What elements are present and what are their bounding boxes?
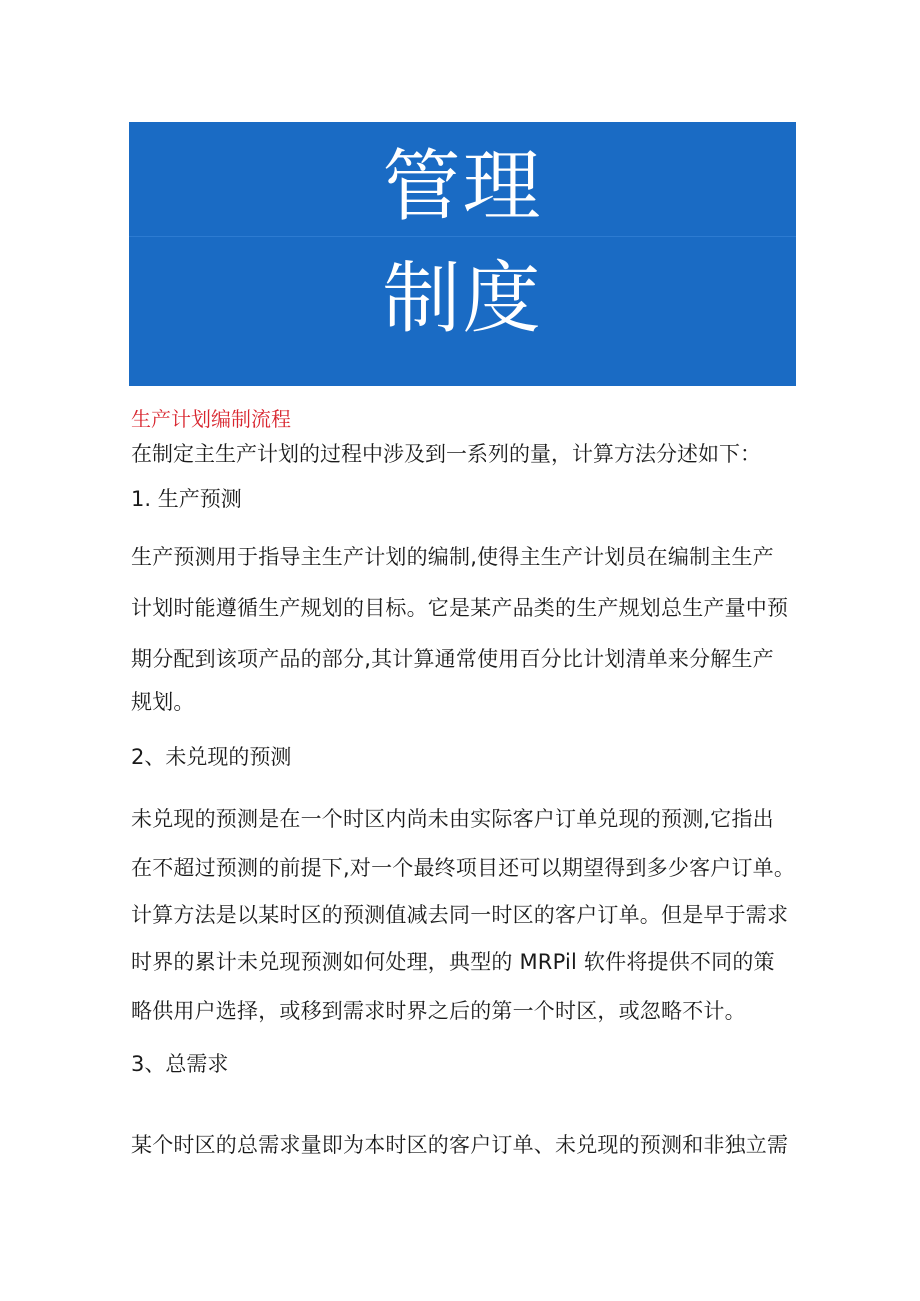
section-2-line-5: 略供用户选择，或移到需求时界之后的第一个时区，或忽略不计。 <box>131 999 746 1023</box>
heading-3: 3、总需求 <box>131 1052 229 1076</box>
section-2-line-1: 未兑现的预测是在一个时区内尚未由实际客户订单兑现的预测,它指出 <box>131 807 774 831</box>
section-1-line-2: 计划时能遵循生产规划的目标。它是某产品类的生产规划总生产量中预 <box>131 596 789 620</box>
intro-paragraph: 在制定主生产计划的过程中涉及到一系列的量，计算方法分述如下： <box>131 442 761 466</box>
section-title: 生产计划编制流程 <box>131 407 291 431</box>
section-2-line-3: 计算方法是以某时区的预测值减去同一时区的客户订单。但是早于需求 <box>131 903 789 927</box>
section-1-line-3: 期分配到该项产品的部分,其计算通常使用百分比计划清单来分解生产 <box>131 647 774 671</box>
heading-1: 1. 生产预测 <box>131 487 242 511</box>
section-3-line-1: 某个时区的总需求量即为本时区的客户订单、未兑现的预测和非独立需 <box>131 1133 789 1157</box>
banner-title-line-2: 制度 <box>382 254 543 344</box>
section-1-line-1: 生产预测用于指导主生产计划的编制,使得主生产计划员在编制主生产 <box>131 545 774 569</box>
section-2-line-2: 在不超过预测的前提下,对一个最终项目还可以期望得到多少客户订单。 <box>131 856 796 880</box>
section-1-line-4: 规划。 <box>131 690 195 714</box>
banner-divider <box>129 236 796 237</box>
section-2-line-4: 时界的累计未兑现预测如何处理，典型的 MRPil 软件将提供不同的策 <box>131 950 775 974</box>
heading-2: 2、未兑现的预测 <box>131 745 292 769</box>
title-banner <box>129 122 796 386</box>
banner-title-line-1: 管理 <box>382 142 543 232</box>
